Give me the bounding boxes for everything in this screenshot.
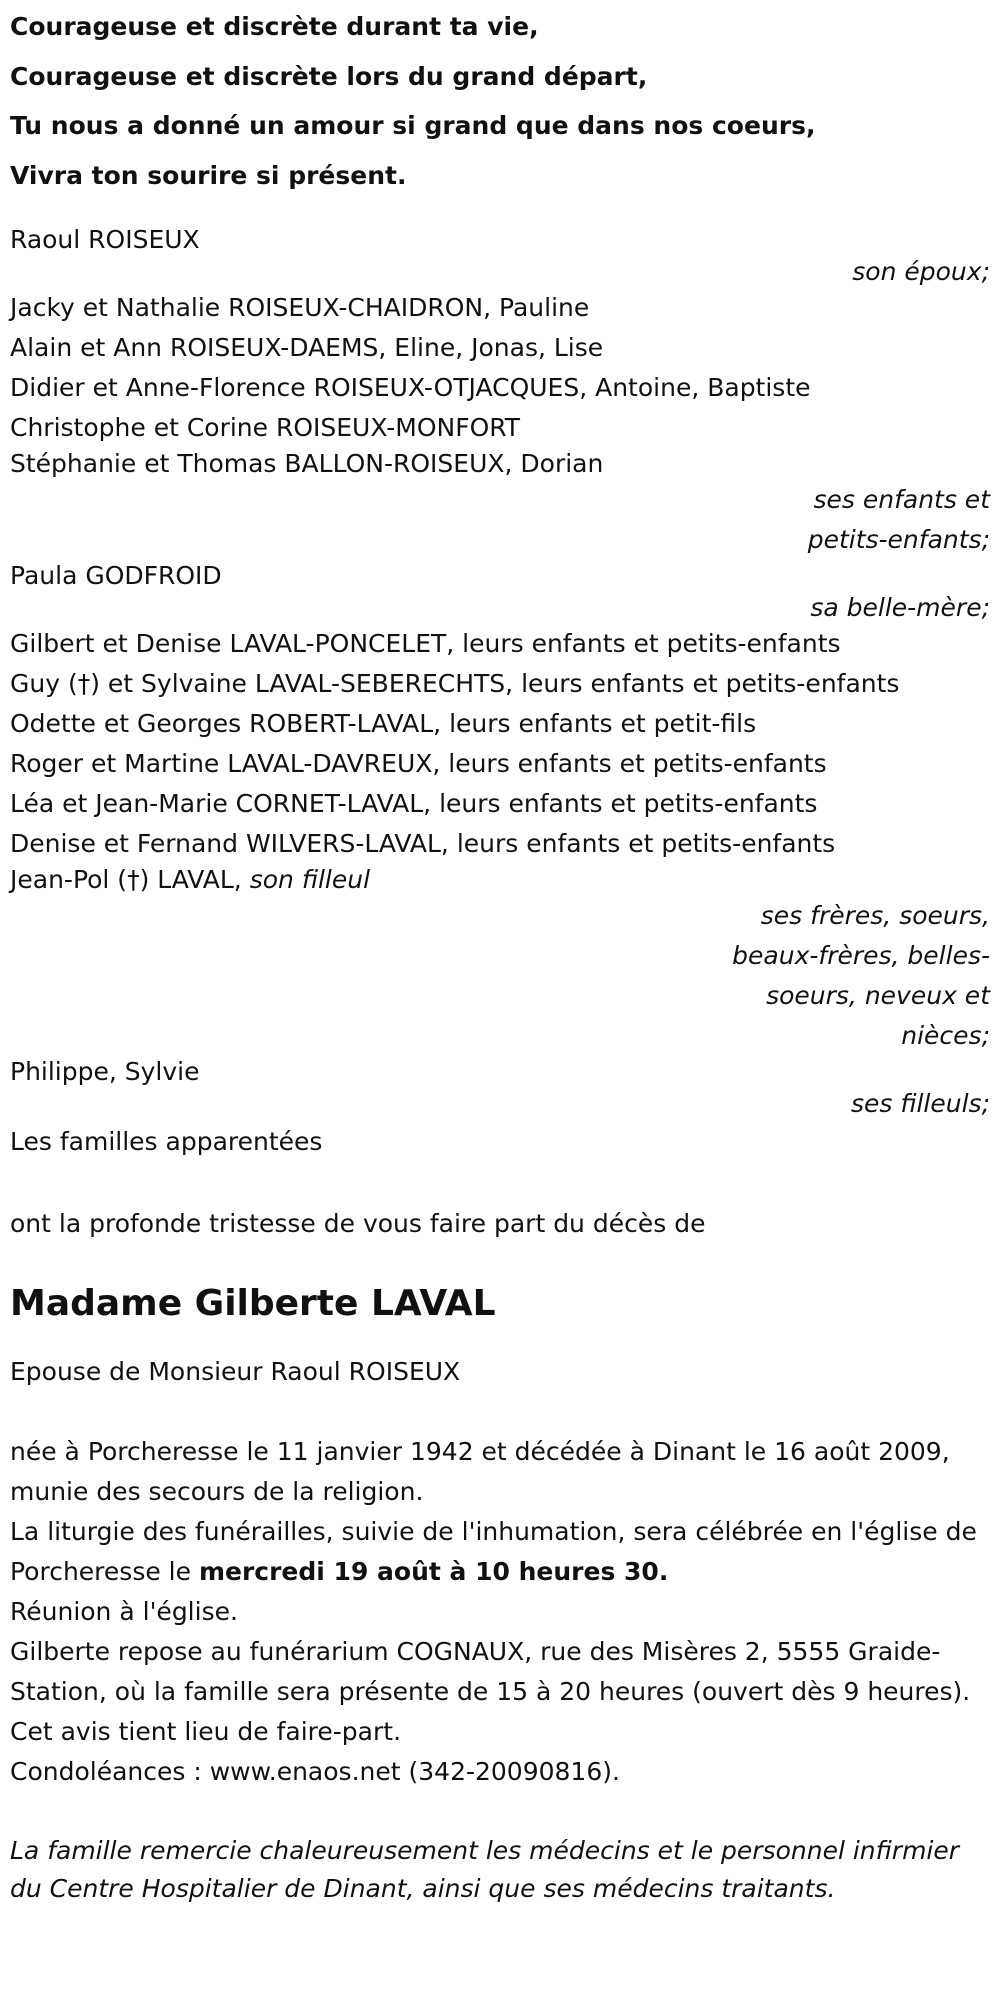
godchildren-relation: ses filleuls; [850, 1089, 990, 1118]
children-relation: petits-enfants; [807, 525, 990, 554]
sibling-family-line: Odette et Georges ROBERT-LAVAL, leurs enfants et petit-fils [10, 709, 757, 738]
child-family-line: Jacky et Nathalie ROISEUX-CHAIDRON, Pauline [10, 293, 590, 322]
funeral-home-info: Gilberte repose au funérarium COGNAUX, rue des Misères 2, 5555 Graide-Station, où la famille sera présente de 15 à 20 heures (ouvert dès 9 heures). [10, 1637, 971, 1706]
sibling-family-line: Roger et Martine LAVAL-DAVREUX, leurs enfants et petits-enfants [10, 749, 827, 778]
mother-in-law-name: Paula GODFROID [10, 561, 222, 590]
poem-line: Vivra ton sourire si présent. [10, 160, 407, 190]
child-family-line: Stéphanie et Thomas BALLON-ROISEUX, Dorian [10, 449, 604, 478]
godson-line [10, 864, 990, 896]
spouse-section [10, 224, 990, 288]
thanks-paragraph: La famille remercie chaleureusement les médecins et le personnel infirmier du Centre Hospitalier de Dinant, ainsi que ses médecins traitants. [10, 1836, 960, 1903]
liturgy-paragraph [10, 1512, 990, 1592]
siblings-relation: soeurs, neveux et [766, 981, 990, 1010]
child-family-line: Alain et Ann ROISEUX-DAEMS, Eline, Jonas, Lise [10, 333, 604, 362]
poem-line: Courageuse et discrète durant ta vie, [10, 12, 539, 41]
sibling-family-line: Léa et Jean-Marie CORNET-LAVAL, leurs enfants et petits-enfants [10, 789, 818, 818]
poem-line: Tu nous a donné un amour si grand que dans nos coeurs, [10, 111, 816, 140]
condolences-info: Condoléances : www.enaos.net (342-20090816). [10, 1757, 620, 1786]
birth-death-details: née à Porcheresse le 11 janvier 1942 et décédée à Dinant le 16 août 2009, munie des secours de la religion. [10, 1437, 950, 1506]
deceased-name: Madame Gilberte LAVAL [10, 1283, 496, 1324]
sibling-family-line: Denise et Fernand WILVERS-LAVAL, leurs enfants et petits-enfants [10, 829, 836, 858]
spacer [10, 200, 990, 224]
liturgy-datetime: mercredi 19 août à 10 heures 30. [198, 1557, 669, 1586]
child-family-line: Didier et Anne-Florence ROISEUX-OTJACQUES, Antoine, Baptiste [10, 373, 811, 402]
sibling-family-line: Guy (†) et Sylvaine LAVAL-SEBERECHTS, leurs enfants et petits-enfants [10, 669, 900, 698]
spacer [10, 1164, 990, 1204]
spouse-of: Epouse de Monsieur Raoul ROISEUX [10, 1357, 461, 1386]
mother-in-law-relation: sa belle-mère; [810, 593, 990, 622]
godson-note: son filleul [249, 865, 371, 894]
siblings-relation: ses frères, soeurs, [760, 901, 990, 930]
spacer [10, 1392, 990, 1432]
mother-in-law-section [10, 560, 990, 624]
sibling-family-line: Gilbert et Denise LAVAL-PONCELET, leurs enfants et petits-enfants [10, 629, 841, 658]
notice-info: Cet avis tient lieu de faire-part. [10, 1717, 402, 1746]
child-family-line: Christophe et Corine ROISEUX-MONFORT [10, 413, 521, 442]
children-section [10, 288, 990, 560]
announcement-intro: ont la profonde tristesse de vous faire part du décès de [10, 1209, 706, 1238]
siblings-section [10, 624, 990, 1056]
spacer [10, 1334, 990, 1352]
spouse-relation: son époux; [852, 257, 990, 286]
spacer [10, 1244, 990, 1274]
children-relation: ses enfants et [813, 485, 990, 514]
related-families: Les familles apparentées [10, 1127, 323, 1156]
siblings-relation: nièces; [901, 1021, 990, 1050]
siblings-relation: beaux-frères, belles- [732, 941, 990, 970]
godchildren-names: Philippe, Sylvie [10, 1057, 200, 1086]
godchildren-section [10, 1056, 990, 1120]
poem-line: Courageuse et discrète lors du grand départ, [10, 61, 648, 91]
spacer [10, 1792, 990, 1832]
godson-name: Jean-Pol (†) LAVAL, [10, 865, 242, 894]
meeting-info: Réunion à l'église. [10, 1597, 238, 1626]
spouse-name: Raoul ROISEUX [10, 225, 200, 254]
liturgy-text: La liturgie des funérailles, suivie de l'inhumation, sera célébrée en l'église de Porcheresse le [10, 1517, 977, 1586]
poem [10, 0, 990, 200]
